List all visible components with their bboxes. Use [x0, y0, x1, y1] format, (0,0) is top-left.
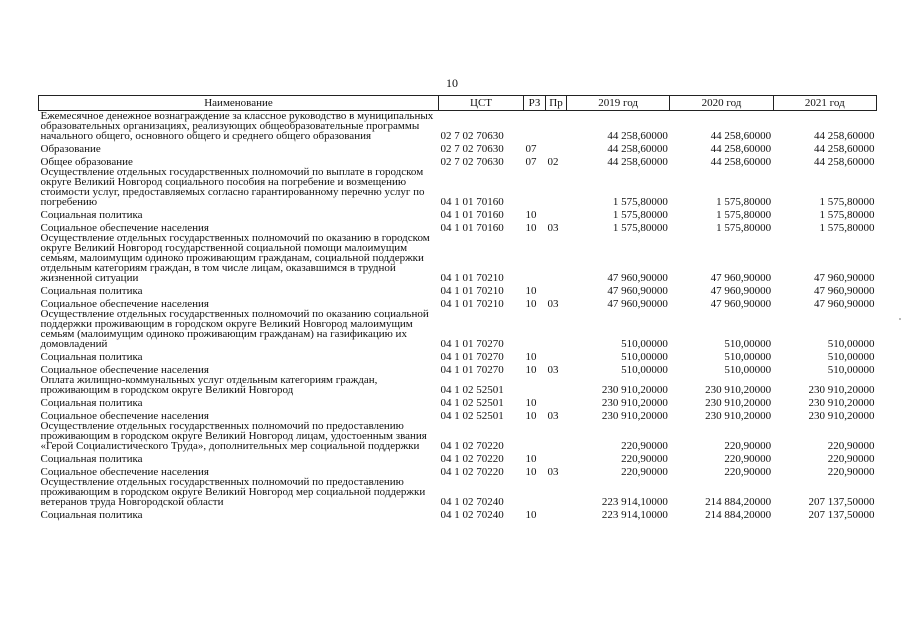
cell-y2019: 44 258,60000 [607, 143, 668, 155]
cell-pr: 03 [547, 466, 559, 478]
cell-cst: 02 7 02 70630 [440, 130, 504, 142]
cell-y2019: 1 575,80000 [612, 196, 668, 208]
cell-y2020: 510,00000 [724, 364, 772, 376]
cell-rz [524, 477, 546, 507]
cell-name: Осуществление отдельных государственных полномочий по предоставлению проживающим в городском округе Великий Новгород лицам, удостоенным звания «Герой Социалистического Труда», дополнительных мер социальной поддержки [40, 420, 427, 452]
cell-rz: 10 [525, 466, 537, 478]
cell-pr [546, 141, 567, 154]
cell-name: Социальная политика [40, 285, 143, 297]
cell-y2021: 510,00000 [827, 338, 875, 350]
cell-y2019: 220,90000 [621, 466, 668, 478]
cell-cst: 02 7 02 70630 [440, 156, 504, 168]
cell-name: Общее образование [40, 156, 133, 168]
cell-y2021: 510,00000 [827, 364, 875, 376]
cell-pr: 03 [547, 410, 559, 422]
table-row [39, 309, 877, 349]
cell-cst: 04 1 02 70220 [440, 440, 504, 452]
cell-y2020: 214 884,20000 [705, 496, 772, 508]
cell-y2019: 223 914,10000 [601, 496, 668, 508]
cell-name: Социальное обеспечение населения [40, 410, 209, 422]
cell-y2019: 1 575,80000 [612, 209, 668, 221]
cell-name: Оплата жилищно-коммунальных услуг отдельным категориям граждан, проживающим в городском округе Великий Новгород [40, 374, 378, 396]
cell-y2021: 220,90000 [827, 440, 875, 452]
cell-cst: 04 1 02 70240 [440, 496, 504, 508]
table-row [39, 375, 877, 395]
cell-pr [546, 477, 567, 507]
cell-name: Социальное обеспечение населения [40, 364, 209, 376]
cell-y2019: 230 910,20000 [601, 397, 668, 409]
cell-y2020: 44 258,60000 [710, 130, 772, 142]
cell-name: Социальная политика [40, 351, 143, 363]
cell-y2020: 230 910,20000 [705, 410, 772, 422]
table-row [39, 111, 877, 142]
cell-name: Осуществление отдельных государственных полномочий по оказанию в городском округе Великий Новгород государственной социальной помощи малоимущим семьям, малоимущим одиноко проживающим гражданам, социальной поддержки отдельным категориям граждан, в том числе лицам, оказавшимся в трудной жизненной ситуации [40, 232, 430, 284]
col-header-rz: РЗ [524, 96, 546, 111]
cell-rz: 07 [525, 156, 537, 168]
cell-y2019: 44 258,60000 [607, 130, 668, 142]
cell-pr [546, 507, 567, 520]
cell-y2020: 510,00000 [724, 351, 772, 363]
cell-pr [546, 283, 567, 296]
cell-rz: 10 [525, 298, 537, 310]
table-body [39, 111, 877, 521]
cell-cst: 04 1 01 70160 [440, 209, 504, 221]
table-row [39, 283, 877, 296]
col-header-cst: ЦСТ [439, 96, 524, 111]
cell-pr [546, 421, 567, 451]
cell-y2020: 1 575,80000 [716, 209, 772, 221]
table-row [39, 141, 877, 154]
cell-pr [546, 207, 567, 220]
cell-rz: 10 [525, 410, 537, 422]
cell-pr [546, 395, 567, 408]
cell-y2019: 223 914,10000 [601, 509, 668, 521]
cell-name: Социальная политика [40, 453, 143, 465]
cell-y2019: 510,00000 [621, 338, 668, 350]
cell-pr: 02 [547, 156, 559, 168]
cell-name: Осуществление отдельных государственных полномочий по выплате в городском округе Великий Новгород социального пособия на погребение и возмещению стоимости услуг, предоставляемых согласно гарантированному перечню услуг по погребению [40, 166, 425, 208]
cell-name: Социальная политика [40, 209, 143, 221]
page-number: 10 [446, 76, 458, 90]
cell-pr [546, 111, 567, 142]
cell-cst: 04 1 02 70220 [440, 466, 504, 478]
cell-rz: 10 [525, 222, 537, 234]
cell-y2021: 47 960,90000 [813, 298, 875, 310]
cell-pr [546, 309, 567, 349]
cell-y2019: 47 960,90000 [607, 272, 668, 284]
cell-rz [524, 421, 546, 451]
cell-y2020: 230 910,20000 [705, 384, 772, 396]
cell-rz [524, 111, 546, 142]
cell-name: Осуществление отдельных государственных полномочий по предоставлению проживающим в городском округе Великий Новгород мер социальной поддержки ветеранов труда Новгородской области [40, 476, 426, 508]
cell-name: Социальное обеспечение населения [40, 222, 209, 234]
cell-y2021: 207 137,50000 [808, 496, 875, 508]
cell-cst: 04 1 02 52501 [440, 397, 504, 409]
cell-rz: 10 [525, 509, 537, 521]
cell-y2019: 230 910,20000 [601, 384, 668, 396]
col-header-2021: 2021 год [773, 96, 876, 111]
cell-y2021: 207 137,50000 [808, 509, 875, 521]
cell-pr [546, 167, 567, 207]
table-row [39, 349, 877, 362]
cell-y2020: 220,90000 [724, 466, 772, 478]
cell-y2020: 1 575,80000 [716, 196, 772, 208]
table-row [39, 233, 877, 283]
cell-rz: 10 [525, 209, 537, 221]
table-row [39, 395, 877, 408]
cell-rz: 07 [525, 143, 537, 155]
col-header-pr: Пр [546, 96, 567, 111]
cell-rz [524, 167, 546, 207]
col-header-2019: 2019 год [567, 96, 670, 111]
table-row [39, 421, 877, 451]
budget-table [38, 95, 877, 520]
cell-cst: 02 7 02 70630 [440, 143, 504, 155]
cell-name: Образование [40, 143, 101, 155]
cell-y2019: 1 575,80000 [612, 222, 668, 234]
table-header [39, 96, 877, 111]
cell-y2019: 47 960,90000 [607, 298, 668, 310]
cell-name: Социальное обеспечение населения [40, 466, 209, 478]
cell-y2020: 220,90000 [724, 440, 772, 452]
table-row [39, 207, 877, 220]
cell-y2021: 1 575,80000 [819, 196, 875, 208]
cell-cst: 04 1 01 70270 [440, 351, 504, 363]
cell-pr: 03 [547, 364, 559, 376]
cell-rz: 10 [525, 351, 537, 363]
cell-cst: 04 1 02 52501 [440, 384, 504, 396]
cell-y2020: 510,00000 [724, 338, 772, 350]
cell-y2020: 47 960,90000 [710, 298, 772, 310]
cell-rz: 10 [525, 364, 537, 376]
cell-y2021: 510,00000 [827, 351, 875, 363]
cell-y2021: 44 258,60000 [813, 130, 875, 142]
cell-y2021: 1 575,80000 [819, 222, 875, 234]
cell-y2019: 510,00000 [621, 364, 668, 376]
cell-cst: 04 1 01 70270 [440, 364, 504, 376]
cell-y2021: 230 910,20000 [808, 397, 875, 409]
cell-cst: 04 1 01 70210 [440, 285, 504, 297]
cell-y2021: 220,90000 [827, 453, 875, 465]
cell-rz: 10 [525, 397, 537, 409]
cell-name: Социальная политика [40, 397, 143, 409]
cell-y2019: 44 258,60000 [607, 156, 668, 168]
col-header-2020: 2020 год [670, 96, 773, 111]
scan-mark [899, 318, 901, 320]
cell-y2020: 44 258,60000 [710, 156, 772, 168]
cell-pr: 03 [547, 298, 559, 310]
cell-cst: 04 1 01 70160 [440, 196, 504, 208]
cell-name: Осуществление отдельных государственных полномочий по оказанию социальной поддержки проживающим в городском округе Великий Новгород малоимущим семьям (малоимущим одиноко проживающим гражданам) на газификацию их домовладений [40, 308, 429, 350]
cell-y2021: 1 575,80000 [819, 209, 875, 221]
cell-rz [524, 375, 546, 395]
cell-y2021: 44 258,60000 [813, 156, 875, 168]
cell-name: Ежемесячное денежное вознаграждение за классное руководство в муниципальных образовательных организациях, реализующих общеобразовательные программы начального общего, основного общего и среднего общего образования [40, 110, 434, 142]
cell-y2019: 220,90000 [621, 453, 668, 465]
cell-y2020: 220,90000 [724, 453, 772, 465]
cell-cst: 04 1 01 70210 [440, 298, 504, 310]
cell-rz: 10 [525, 453, 537, 465]
table-row [39, 507, 877, 520]
table-row [39, 451, 877, 464]
cell-y2021: 44 258,60000 [813, 143, 875, 155]
cell-cst: 04 1 01 70160 [440, 222, 504, 234]
cell-pr [546, 233, 567, 283]
table-row [39, 167, 877, 207]
cell-y2021: 230 910,20000 [808, 410, 875, 422]
cell-cst: 04 1 02 52501 [440, 410, 504, 422]
cell-y2019: 220,90000 [621, 440, 668, 452]
cell-y2021: 230 910,20000 [808, 384, 875, 396]
cell-cst: 04 1 01 70210 [440, 272, 504, 284]
cell-y2020: 230 910,20000 [705, 397, 772, 409]
cell-y2020: 1 575,80000 [716, 222, 772, 234]
cell-rz [524, 233, 546, 283]
cell-y2019: 510,00000 [621, 351, 668, 363]
cell-pr: 03 [547, 222, 559, 234]
cell-y2021: 220,90000 [827, 466, 875, 478]
cell-cst: 04 1 02 70220 [440, 453, 504, 465]
cell-pr [546, 451, 567, 464]
cell-y2019: 230 910,20000 [601, 410, 668, 422]
cell-name: Социальная политика [40, 509, 143, 521]
cell-name: Социальное обеспечение населения [40, 298, 209, 310]
cell-y2020: 214 884,20000 [705, 509, 772, 521]
cell-rz: 10 [525, 285, 537, 297]
cell-y2020: 47 960,90000 [710, 272, 772, 284]
cell-rz [524, 309, 546, 349]
cell-y2019: 47 960,90000 [607, 285, 668, 297]
col-header-name: Наименование [39, 96, 439, 111]
cell-pr [546, 349, 567, 362]
cell-y2021: 47 960,90000 [813, 285, 875, 297]
cell-pr [546, 375, 567, 395]
cell-y2021: 47 960,90000 [813, 272, 875, 284]
cell-cst: 04 1 01 70270 [440, 338, 504, 350]
cell-y2020: 47 960,90000 [710, 285, 772, 297]
cell-y2020: 44 258,60000 [710, 143, 772, 155]
table-row [39, 477, 877, 507]
cell-cst: 04 1 02 70240 [440, 509, 504, 521]
